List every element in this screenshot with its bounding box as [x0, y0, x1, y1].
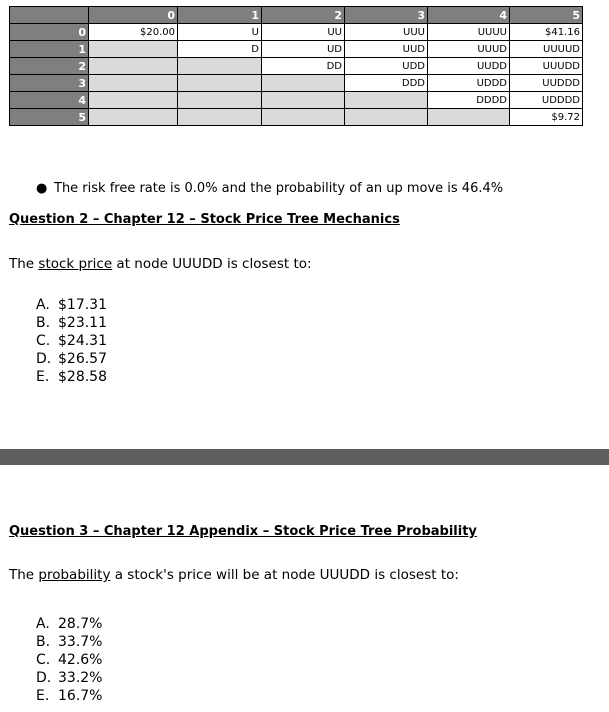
prompt-text: at node UUUDD is closest to:	[112, 256, 312, 272]
tree-col-header: 5	[510, 7, 583, 24]
tree-cell	[262, 92, 345, 109]
tree-cell: UUD	[345, 41, 428, 58]
tree-row-header: 5	[10, 109, 89, 126]
option-text: $28.58	[58, 369, 107, 385]
option-letter: B.	[36, 315, 51, 331]
question-3-title: Question 3 – Chapter 12 Appendix – Stock Price Tree Probability	[9, 524, 477, 539]
tree-row	[10, 92, 583, 109]
option-letter: D.	[36, 351, 52, 367]
tree-cell: DDD	[345, 75, 428, 92]
tree-row	[10, 109, 583, 126]
answer-option	[36, 296, 107, 314]
option-text: $26.57	[58, 351, 107, 367]
option-letter: D.	[36, 670, 52, 686]
option-letter: B.	[36, 634, 51, 650]
tree-col-header: 3	[345, 7, 428, 24]
answer-option	[36, 368, 107, 386]
tree-row-header: 2	[10, 58, 89, 75]
option-text: 16.7%	[58, 688, 103, 704]
tree-cell: DDDD	[428, 92, 510, 109]
tree-cell: UUDD	[428, 58, 510, 75]
answer-option	[36, 651, 102, 669]
option-text: 33.2%	[58, 670, 103, 686]
prompt-text: The	[9, 256, 39, 272]
tree-row-header: 0	[10, 24, 89, 41]
bullet-icon: ●	[36, 181, 48, 196]
tree-cell: UU	[262, 24, 345, 41]
question-3-prompt	[9, 567, 459, 583]
assumption-text: The risk free rate is 0.0% and the probability of an up move is 46.4%	[54, 181, 504, 196]
tree-cell: DD	[262, 58, 345, 75]
tree-cell	[89, 109, 178, 126]
option-text: $23.11	[58, 315, 107, 331]
option-letter: E.	[36, 688, 50, 704]
tree-cell: U	[178, 24, 262, 41]
tree-cell: $9.72	[510, 109, 583, 126]
tree-col-header: 0	[89, 7, 178, 24]
tree-cell: $41.16	[510, 24, 583, 41]
tree-cell	[345, 92, 428, 109]
tree-cell	[262, 109, 345, 126]
tree-row-header: 1	[10, 41, 89, 58]
prompt-underlined-term: probability	[38, 567, 111, 583]
option-text: 28.7%	[58, 616, 103, 632]
tree-cell: $20.00	[89, 24, 178, 41]
tree-cell	[89, 41, 178, 58]
answer-option	[36, 332, 107, 350]
tree-col-header	[10, 7, 89, 24]
tree-cell: UUUDD	[510, 58, 583, 75]
tree-cell: UDDD	[428, 75, 510, 92]
prompt-text: The	[9, 567, 39, 583]
tree-row	[10, 58, 583, 75]
prompt-text: a stock's price will be at node UUUDD is closest to:	[110, 567, 459, 583]
tree-cell	[89, 92, 178, 109]
answer-option	[36, 350, 107, 368]
answer-option	[36, 669, 102, 687]
tree-cell: UD	[262, 41, 345, 58]
tree-cell: D	[178, 41, 262, 58]
option-letter: C.	[36, 652, 51, 668]
assumption-note	[36, 181, 503, 196]
tree-cell: UDD	[345, 58, 428, 75]
tree-cell	[178, 109, 262, 126]
tree-row-header: 4	[10, 92, 89, 109]
option-letter: E.	[36, 369, 50, 385]
option-text: $17.31	[58, 297, 107, 313]
option-text: $24.31	[58, 333, 107, 349]
tree-cell: UUDDD	[510, 75, 583, 92]
question-2-title: Question 2 – Chapter 12 – Stock Price Tree Mechanics	[9, 212, 400, 227]
option-letter: A.	[36, 297, 50, 313]
tree-cell	[345, 109, 428, 126]
answer-option	[36, 615, 102, 633]
tree-cell: UDDDD	[510, 92, 583, 109]
tree-cell: UUUUD	[510, 41, 583, 58]
tree-cell: UUUU	[428, 24, 510, 41]
tree-col-header: 1	[178, 7, 262, 24]
tree-cell: UUU	[345, 24, 428, 41]
option-letter: C.	[36, 333, 51, 349]
option-letter: A.	[36, 616, 50, 632]
tree-cell	[89, 58, 178, 75]
tree-cell	[178, 75, 262, 92]
tree-row	[10, 41, 583, 58]
stock-price-tree	[9, 6, 583, 126]
tree-col-header: 4	[428, 7, 510, 24]
tree-cell	[428, 109, 510, 126]
tree-row	[10, 75, 583, 92]
tree-cell	[89, 75, 178, 92]
prompt-underlined-term: stock price	[38, 256, 113, 272]
question-3-options	[36, 615, 102, 705]
tree-row	[10, 24, 583, 41]
tree-cell	[262, 75, 345, 92]
option-text: 33.7%	[58, 634, 103, 650]
option-text: 42.6%	[58, 652, 103, 668]
tree-cell	[178, 58, 262, 75]
answer-option	[36, 687, 102, 705]
question-2-options	[36, 296, 107, 386]
tree-cell: UUUD	[428, 41, 510, 58]
section-divider	[0, 449, 609, 465]
tree-cell	[178, 92, 262, 109]
answer-option	[36, 633, 102, 651]
answer-option	[36, 314, 107, 332]
question-2-prompt	[9, 256, 312, 272]
tree-row-header: 3	[10, 75, 89, 92]
tree-col-header: 2	[262, 7, 345, 24]
